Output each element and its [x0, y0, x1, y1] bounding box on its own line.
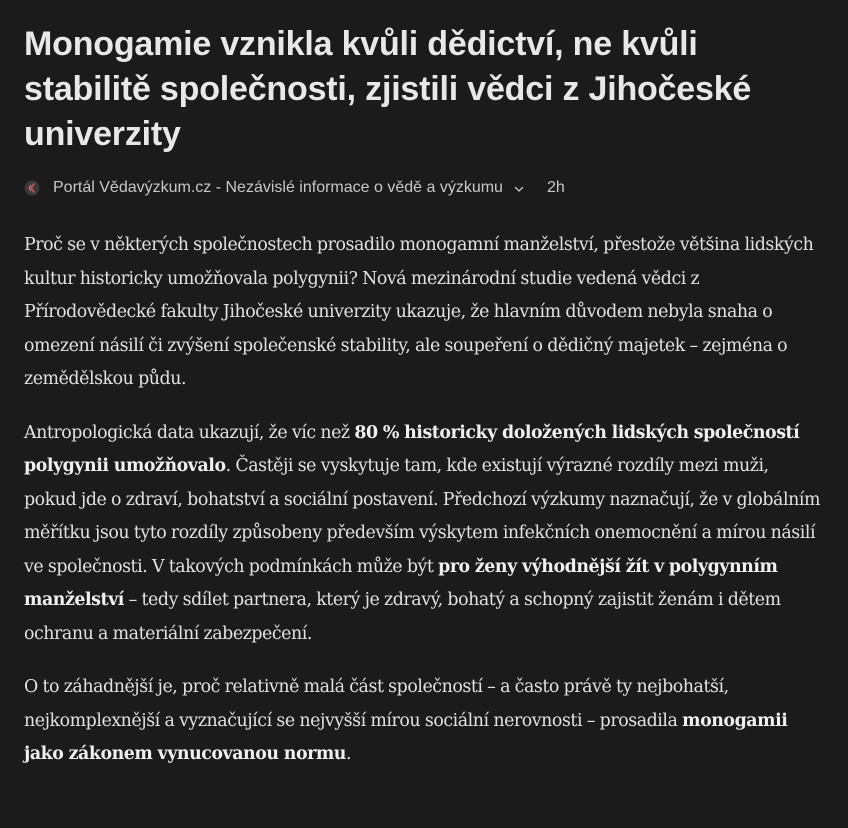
paragraph-3-text-c: . [345, 744, 352, 764]
paragraph-3 [24, 671, 824, 772]
paragraph-2 [24, 417, 824, 652]
chevron-down-icon[interactable] [513, 182, 525, 194]
paragraph-1-text: Proč se v některých společnostech prosadilo monogamní manželství, přestože většina lidských kultur historicky umožňovala polygynii? Nová mezinárodní studie vedená vědci z Přírodovědecké fakulty Jihočeské univerzity ukazuje, že hlavním důvodem nebyla snaha o omezení násilí či zvýšení společenské stability, ale soupeření o dědičný majetek – zejména o zemědělskou půdu. [24, 235, 814, 389]
published-age: 2h [546, 179, 565, 196]
source-name[interactable]: Portál Vědavýzkum.cz - Nezávislé informace o vědě a výzkumu [53, 179, 503, 196]
paragraph-2-text-c: . Častěji se vyskytuje tam, kde existují výrazné rozdíly mezi muži, pokud jde o zdraví, bohatství a sociální postavení. Předchozí výzkumy naznačují, že v globálním měřítku jsou tyto rozdíly způsobeny především výskytem infekčních onemocnění a mírou násilí ve společnosti. V takových podmínkách může být [24, 456, 820, 577]
article-headline[interactable]: Monogamie vznikla kvůli dědictví, ne kvůli stabilitě společnosti, zjistili vědci z Jihočeské univerzity [24, 25, 752, 153]
paragraph-3-text-a: O to záhadnější je, proč relativně malá část společností – a často právě ty nejbohatší, nejkomplexnější a vyznačující se nejvyšší mírou sociální nerovnosti – prosadila [24, 677, 729, 731]
article-body [24, 229, 824, 772]
paragraph-2-text-a: Antropologická data ukazují, že víc než [24, 422, 355, 443]
paragraph-2-text-e: – tedy sdílet partnera, který je zdravý, bohatý a schopný zajistit ženám i dětem ochranu a materiální zabezpečení. [24, 590, 781, 644]
source-logo-icon[interactable] [24, 180, 40, 196]
paragraph-3-emphasis: monogamii jako zákonem vynucovanou normu [24, 710, 788, 764]
paragraph-1 [24, 229, 824, 397]
paragraph-2-emphasis-1: 80 % historicky doložených lidských společností polygynii umožňovalo [24, 422, 800, 476]
article-meta [24, 177, 824, 199]
paragraph-2-emphasis-2: pro ženy výhodnější žít v polygynním manželství [24, 556, 778, 610]
